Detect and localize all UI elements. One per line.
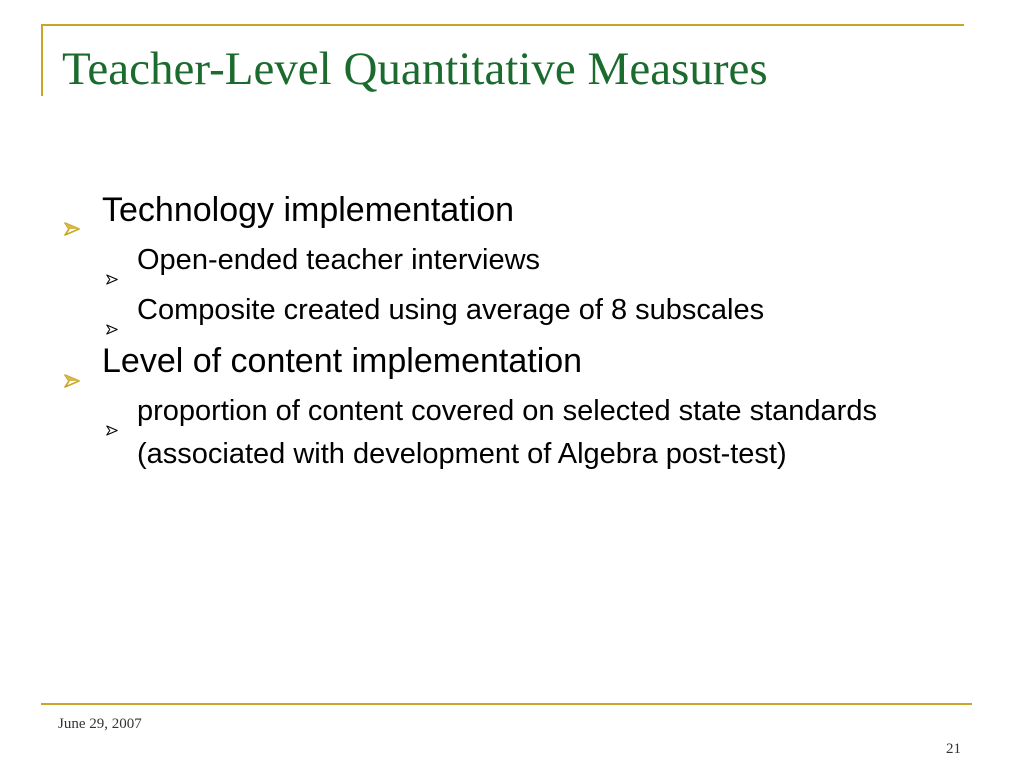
slide-title: Teacher-Level Quantitative Measures	[62, 43, 768, 95]
sub-bullet-text: Open-ended teacher interviews	[137, 243, 541, 276]
bullet-item	[62, 341, 962, 382]
sub-bullet-item	[62, 390, 962, 475]
sub-bullet-text: Composite created using average of 8 subscales	[137, 294, 765, 327]
bullet-text: Level of content implementation	[102, 342, 583, 381]
bullet-list	[62, 190, 962, 475]
sub-bullet-item	[62, 239, 962, 281]
slide-number: 21	[946, 741, 961, 757]
bullet-item	[62, 190, 962, 231]
title-frame-top-line	[41, 24, 964, 26]
bullet-text: Technology implementation	[102, 191, 515, 229]
footer-date: June 29, 2007	[58, 716, 142, 732]
arrow-bullet-icon	[106, 406, 118, 448]
title-frame-left-line	[41, 24, 43, 96]
sub-bullet-item	[62, 289, 962, 331]
footer-divider	[41, 703, 972, 705]
sub-bullet-text: proportion of content covered on selected state standards (associated with development of Algebra post-test)	[137, 395, 877, 470]
